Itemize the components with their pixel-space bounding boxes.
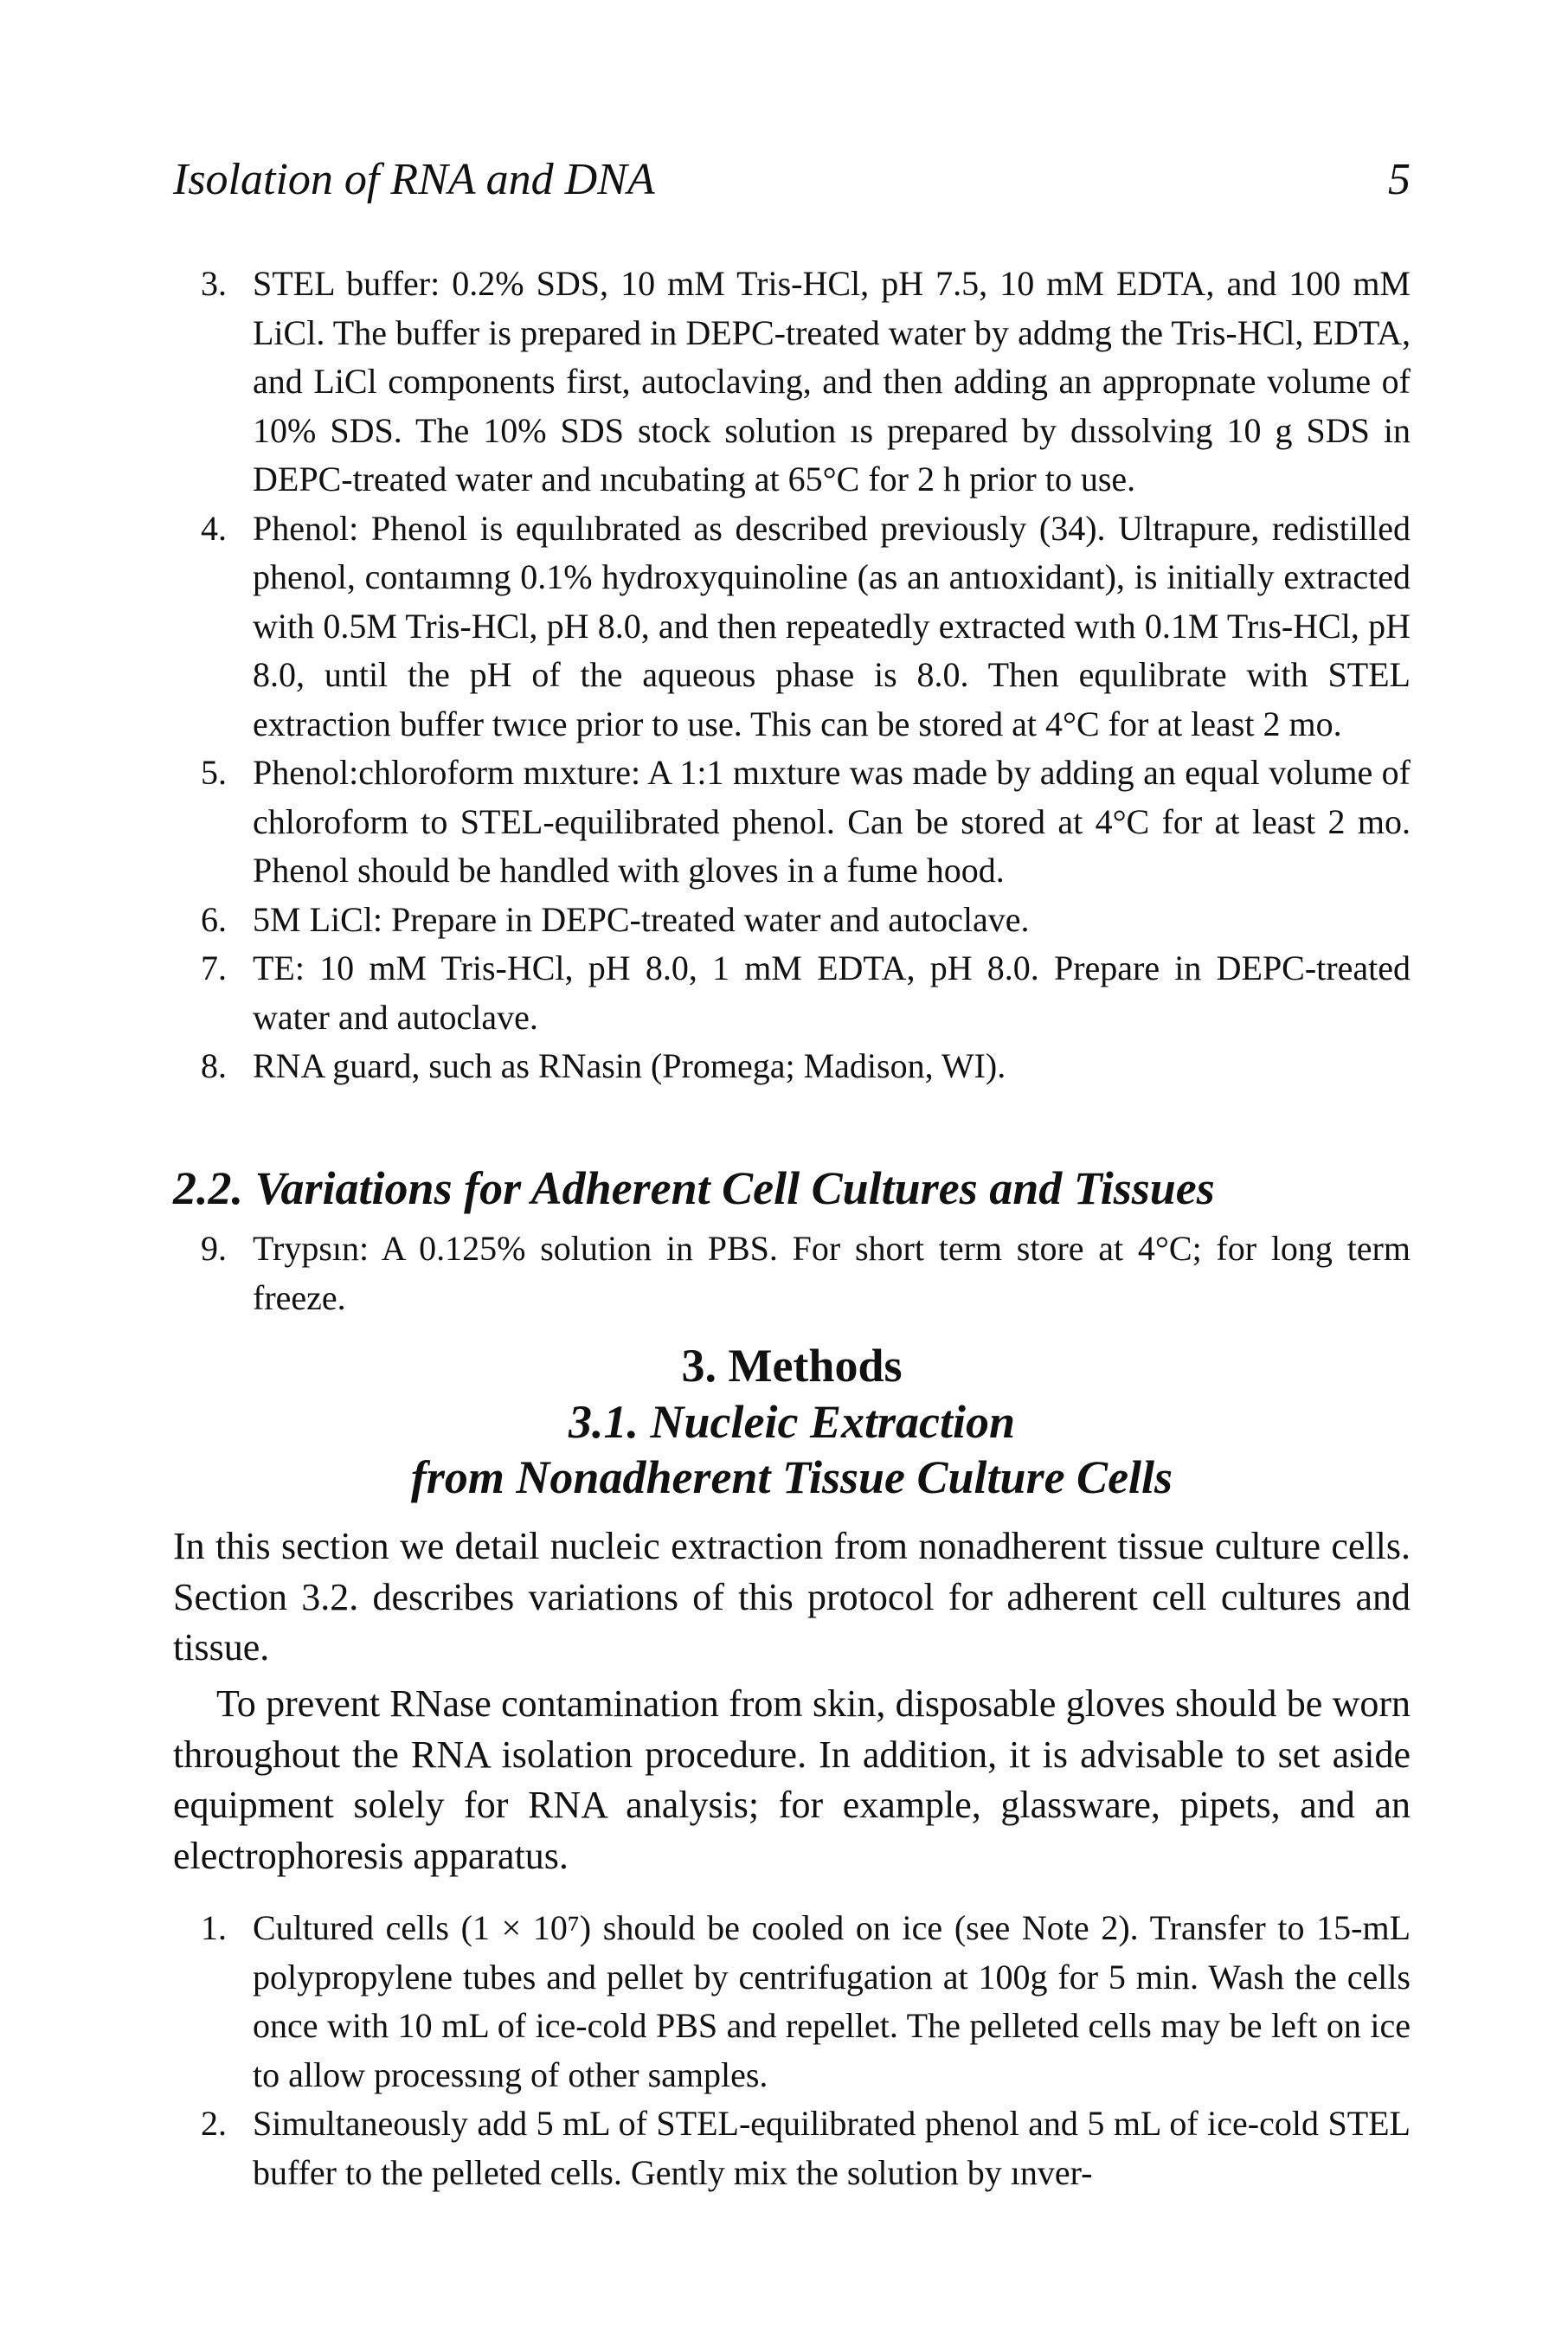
list-item [173,260,1411,505]
running-header [173,154,1411,215]
section-heading-2-2: 2.2. Variations for Adherent Cell Cultures and Tissues [173,1162,1215,1214]
list-item-number: 5. [201,753,227,792]
methods-heading: 3. Methods [681,1340,903,1392]
list-item [173,1042,1411,1091]
list-item-number: 2. [201,2104,227,2143]
materials-list-block [173,260,1411,1091]
list-item-text: STEL buffer: 0.2% SDS, 10 mM Tris-HCl, pH 7.5, 10 mM EDTA, and 100 mM LiCl. The buffer is prepared in DEPC-treated water by addmg the Tris-HCl, EDTA, and LiCl components first, autoclaving, and then adding an appropnate volume of 10% SDS. The 10% SDS stock solution ıs prepared by dıssolving 10 g SDS in DEPC-treated water and ıncubating at 65°C for 2 h prior to use. [253,264,1411,498]
list-item-text: 5M LiCl: Prepare in DEPC-treated water and autoclave. [253,899,1030,939]
list-item-number: 1. [201,1908,227,1947]
list-item [173,2099,1411,2197]
methods-paragraph-2: To prevent RNase contamination from skin, disposable gloves should be worn throughout the RNA isolation procedure. In addition, it is advisable to set aside equipment solely for RNA analysis; for example, glassware, pipets, and an electrophoresis apparatus. [173,1682,1411,1877]
list-item-text: TE: 10 mM Tris-HCl, pH 8.0, 1 mM EDTA, pH 8.0. Prepare in DEPC-treated water and autoclave. [253,948,1411,1037]
list-item-number: 7. [201,948,227,987]
methods-subheading-line1: 3.1. Nucleic Extraction [569,1396,1015,1448]
methods-subheading-line2: from Nonadherent Tissue Culture Cells [410,1451,1173,1503]
list-item-number: 4. [201,508,227,548]
list-item [173,1904,1411,2099]
list-item [173,944,1411,1042]
list-item-text: Trypsın: A 0.125% solution in PBS. For short term store at 4°C; for long term freeze. [253,1229,1411,1317]
list-item [173,749,1411,896]
list-item-number: 6. [201,899,227,939]
list-item-text: Simultaneously add 5 mL of STEL-equilibrated phenol and 5 mL of ice-cold STEL buffer to the pelleted cells. Gently mix the solution by ınver- [253,2104,1411,2192]
running-title: Isolation of RNA and DNA [173,155,655,204]
list-item-number: 8. [201,1046,227,1085]
list-item-text: Cultured cells (1 × 10⁷) should be cooled on ice (see Note 2). Transfer to 15-mL polypropylene tubes and pellet by centrifugation at 100g for 5 min. Wash the cells once with 10 mL of ice-cold PBS and repellet. The pelleted cells may be left on ice to allow processıng of other samples. [253,1908,1411,2094]
methods-paragraph-1: In this section we detail nucleic extraction from nonadherent tissue culture cells. Section 3.2. describes variations of this protocol for adherent cell cultures and tissue. [173,1525,1411,1669]
methods-steps-block [173,1904,1411,2197]
page-number: 5 [1388,155,1411,204]
list-item [173,896,1411,945]
list-item-number: 9. [201,1229,227,1268]
section-2-2-list [173,1225,1411,1322]
list-item [173,1225,1411,1322]
list-item-text: RNA guard, such as RNasin (Promega; Madison, WI). [253,1046,1006,1085]
list-item [173,505,1411,749]
list-item-text: Phenol: Phenol is equılıbrated as described previously (34). Ultrapure, redistilled phenol, contaımng 0.1% hydroxyquinoline (as an antıoxidant), is initially extracted with 0.5M Tris-HCl, pH 8.0, and then repeatedly extracted wıth 0.1M Trıs-HCl, pH 8.0, until the pH of the aqueous phase is 8.0. Then equılibrate with STEL extraction buffer twıce prior to use. This can be stored at 4°C for at least 2 mo. [253,508,1411,743]
list-item-number: 3. [201,264,227,303]
list-item-text: Phenol:chloroform mıxture: A 1:1 mıxture was made by adding an equal volume of chloroform to STEL-equilibrated phenol. Can be stored at 4°C for at least 2 mo. Phenol should be handled with gloves in a fume hood. [253,753,1411,890]
methods-heading-block [173,1337,1411,1505]
